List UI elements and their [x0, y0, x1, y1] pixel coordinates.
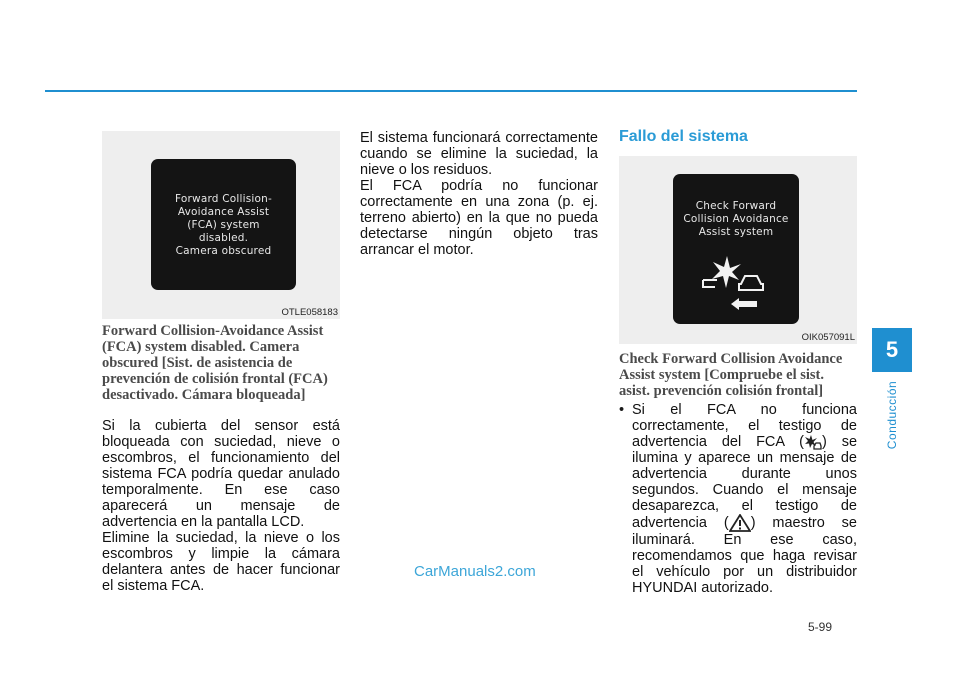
lcd-line: Assist system	[698, 226, 774, 238]
bullet-text-part-2: ) se ilumina y aparece un mensaje de advertencia durante unos segundos. Cuando el mensaje desaparezca, el testigo de advertencia (	[632, 434, 858, 531]
fca-warning-light-icon	[804, 434, 822, 450]
lcd-screen	[673, 174, 799, 324]
watermark: CarManuals2.com	[414, 563, 536, 580]
figure-fca-disabled	[102, 131, 340, 319]
section-title: Fallo del sistema	[619, 128, 748, 145]
figure-check-fca	[619, 156, 857, 344]
middle-paragraph-1: El sistema funcionará correctamente cuando se elimine la suciedad, la nieve o los residuos.	[360, 130, 598, 178]
lcd-line: Collision Avoidance	[683, 213, 789, 225]
bullet-text-part-1: Si el FCA no funciona correctamente, el testigo de advertencia del FCA (	[632, 402, 857, 450]
chapter-label-text: Conducción	[885, 380, 899, 450]
master-warning-icon	[729, 514, 751, 532]
left-paragraph-2: Elimine la suciedad, la nieve o los escombros y limpie la cámara delantera antes de hacer funcionar el sistema FCA.	[102, 530, 340, 594]
bullet-text-part-3: ) maestro se iluminará. En ese caso, recomendamos que haga revisar el vehículo por un distribuidor HYUNDAI autorizado.	[632, 515, 857, 597]
collision-warning-icon	[699, 254, 779, 316]
lcd-screen	[151, 159, 296, 290]
lcd-line: Check Forward	[695, 200, 777, 212]
lcd-line: Avoidance Assist	[177, 206, 270, 218]
left-paragraph-1: Si la cubierta del sensor está bloqueada con suciedad, nieve o escombros, el funcionamiento del sistema FCA podría quedar anulado temporalmente. En ese caso aparecerá un mensaje de advertencia en la pantalla LCD.	[102, 418, 340, 530]
lcd-line: Camera obscured	[175, 245, 272, 257]
lcd-message	[673, 200, 799, 239]
lcd-line: Forward Collision-	[175, 193, 272, 205]
page-number: 5-99	[808, 620, 833, 634]
right-heading: Check Forward Collision Avoidance Assist system [Compruebe el sist. asist. prevención colisión frontal]	[619, 351, 843, 399]
lcd-line: disabled.	[198, 232, 249, 244]
top-rule	[45, 90, 857, 92]
chapter-number-tab: 5	[872, 328, 912, 372]
bullet-text	[632, 402, 857, 596]
left-heading: Forward Collision-Avoidance Assist (FCA) system disabled. Camera obscured [Sist. de asistencia de prevención de colisión frontal (FCA) desactivado. Cámara bloqueada]	[102, 323, 328, 403]
lcd-line: (FCA) system	[187, 219, 260, 231]
figure-code: OIK057091L	[801, 332, 855, 343]
bullet-dot: •	[619, 402, 625, 418]
middle-paragraph-2: El FCA podría no funcionar correctamente en una zona (p. ej. terreno abierto) en la que no pueda detectarse ningún objeto tras arrancar el motor.	[360, 178, 598, 258]
chapter-label	[872, 380, 912, 450]
bullet-item	[619, 402, 857, 596]
lcd-message	[151, 193, 296, 258]
figure-code: OTLE058183	[281, 307, 338, 318]
